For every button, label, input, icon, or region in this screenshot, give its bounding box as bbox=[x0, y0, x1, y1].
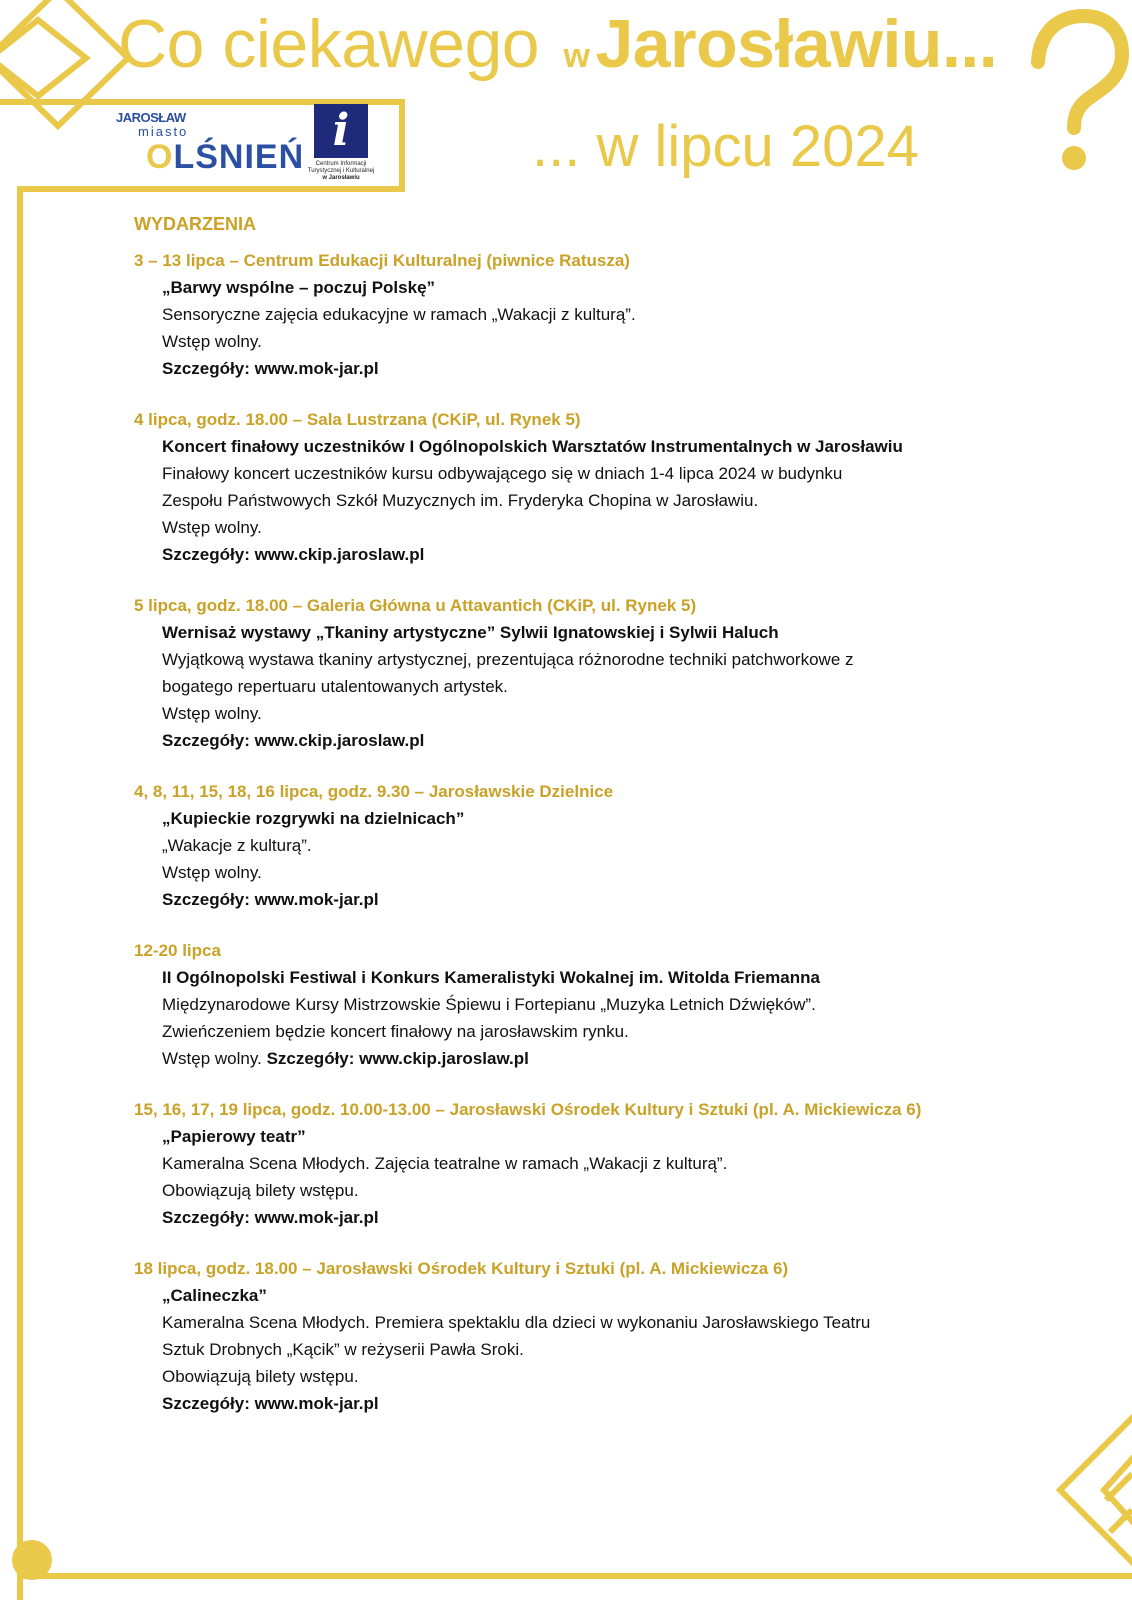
event-line-bold: Wernisaż wystawy „Tkaniny artystyczne” Sylwii Ignatowskiej i Sylwii Haluch bbox=[162, 623, 779, 642]
event-line: Finałowy koncert uczestników kursu odbywającego się w dniach 1-4 lipca 2024 w budynku bbox=[162, 464, 843, 483]
event-line-bold: Szczegóły: www.mok-jar.pl bbox=[162, 890, 379, 909]
event-line-bold: Szczegóły: www.mok-jar.pl bbox=[162, 1208, 379, 1227]
event-date: 4, 8, 11, 15, 18, 16 lipca, godz. 9.30 – Jarosławskie Dzielnice bbox=[134, 782, 614, 801]
event-date: 4 lipca, godz. 18.00 – Sala Lustrzana (CKiP, ul. Rynek 5) bbox=[134, 410, 581, 429]
event-line: Wyjątkową wystawa tkaniny artystycznej, prezentująca różnorodne techniki patchworkowe z bbox=[162, 650, 854, 669]
event-item bbox=[134, 1096, 1014, 1231]
event-line-bold: Szczegóły: www.mok-jar.pl bbox=[162, 359, 379, 378]
event-line-bold: „Papierowy teatr” bbox=[162, 1127, 306, 1146]
logo-jar-o: O bbox=[146, 138, 174, 176]
event-date: 15, 16, 17, 19 lipca, godz. 10.00-13.00 – Jarosławski Ośrodek Kultury i Sztuki (pl. A. Mickiewicza 6) bbox=[134, 1100, 922, 1119]
event-item bbox=[134, 592, 1014, 754]
event-body bbox=[134, 274, 1014, 382]
event-line: Wstęp wolny. bbox=[162, 332, 262, 351]
page-title bbox=[118, 6, 998, 82]
title-part2: w bbox=[563, 37, 590, 75]
event-item bbox=[134, 937, 1014, 1072]
event-line-bold: II Ogólnopolski Festiwal i Konkurs Kameralistyki Wokalnej im. Witolda Friemanna bbox=[162, 968, 820, 987]
events-list bbox=[134, 247, 1014, 1417]
event-line-bold: Szczegóły: www.ckip.jaroslaw.pl bbox=[162, 545, 425, 564]
title-part3: Jarosławiu... bbox=[595, 6, 998, 82]
tourist-info-logo bbox=[306, 104, 376, 186]
event-line: bogatego repertuaru utalentowanych artystek. bbox=[162, 677, 508, 696]
event-line: Sensoryczne zajęcia edukacyjne w ramach „Wakacji z kulturą”. bbox=[162, 305, 636, 324]
event-line-bold: Szczegóły: www.ckip.jaroslaw.pl bbox=[162, 731, 425, 750]
event-date: 12-20 lipca bbox=[134, 941, 221, 960]
question-mark-icon bbox=[1038, 16, 1122, 170]
event-date: 3 – 13 lipca – Centrum Edukacji Kulturalnej (piwnice Ratusza) bbox=[134, 251, 630, 270]
logo-jar-rest: LŚNIEŃ bbox=[173, 138, 305, 176]
event-line-bold: „Kupieckie rozgrywki na dzielnicach” bbox=[162, 809, 465, 828]
event-body bbox=[134, 1282, 1014, 1417]
info-logo-text3: w Jarosławiu bbox=[322, 175, 360, 181]
event-details-link: Szczegóły: www.ckip.jaroslaw.pl bbox=[266, 1049, 529, 1068]
info-logo-text1: Centrum Informacji bbox=[315, 161, 367, 167]
event-item bbox=[134, 406, 1014, 568]
event-body bbox=[134, 964, 1014, 1072]
event-date: 5 lipca, godz. 18.00 – Galeria Główna u Attavantich (CKiP, ul. Rynek 5) bbox=[134, 596, 697, 615]
event-line-bold: Koncert finałowy uczestników I Ogólnopolskich Warsztatów Instrumentalnych w Jarosławiu bbox=[162, 437, 903, 456]
event-body bbox=[134, 433, 1014, 568]
event-line: Wstęp wolny. bbox=[162, 518, 262, 537]
events-content bbox=[134, 214, 1014, 1441]
section-title: WYDARZENIA bbox=[134, 214, 256, 234]
event-line: Międzynarodowe Kursy Mistrzowskie Śpiewu i Fortepianu „Muzyka Letnich Dźwięków”. bbox=[162, 995, 816, 1014]
event-line: Wstęp wolny. bbox=[162, 704, 262, 723]
circle-ornament bbox=[12, 1540, 52, 1580]
event-item bbox=[134, 778, 1014, 913]
event-body bbox=[134, 1123, 1014, 1231]
diamond-outer-shape bbox=[0, 0, 128, 126]
event-line: Zespołu Państwowych Szkół Muzycznych im. Fryderyka Chopina w Jarosławiu. bbox=[162, 491, 759, 510]
event-line: Sztuk Drobnych „Kącik” w reżyserii Pawła Sroki. bbox=[162, 1340, 524, 1359]
diamond-br-outer-shape bbox=[1060, 1400, 1132, 1580]
page-subtitle: ... w lipcu 2024 bbox=[532, 114, 919, 179]
event-body bbox=[134, 805, 1014, 913]
event-line-bold: „Barwy wspólne – poczuj Polskę” bbox=[162, 278, 436, 297]
jaroslaw-logo bbox=[116, 108, 305, 178]
event-line-bold: „Calineczka” bbox=[162, 1286, 267, 1305]
logo-jar-line3 bbox=[146, 138, 304, 177]
event-item bbox=[134, 1255, 1014, 1417]
diamond-br-inner-shape bbox=[1104, 1450, 1132, 1530]
event-line: Obowiązują bilety wstępu. bbox=[162, 1367, 359, 1386]
event-body bbox=[134, 619, 1014, 754]
event-item bbox=[134, 247, 1014, 382]
event-line: Zwieńczeniem będzie koncert finałowy na jarosławskim rynku. bbox=[162, 1022, 629, 1041]
diamond-inner-shape bbox=[0, 20, 86, 96]
info-logo-text2: Turystycznej i Kulturalnej bbox=[307, 168, 375, 174]
event-line: Kameralna Scena Młodych. Zajęcia teatralne w ramach „Wakacji z kulturą”. bbox=[162, 1154, 728, 1173]
logo-jar-line1: JAROSŁAW bbox=[116, 110, 186, 125]
info-icon: i bbox=[314, 104, 368, 158]
event-line-bold: Szczegóły: www.mok-jar.pl bbox=[162, 1394, 379, 1413]
title-part1: Co ciekawego bbox=[118, 6, 540, 82]
logo-jar-line2: miasto bbox=[138, 124, 189, 139]
event-line: Wstęp wolny. Szczegóły: www.ckip.jaroslaw.pl bbox=[162, 1049, 529, 1068]
event-line: Obowiązują bilety wstępu. bbox=[162, 1181, 359, 1200]
event-date: 18 lipca, godz. 18.00 – Jarosławski Ośrodek Kultury i Sztuki (pl. A. Mickiewicza 6) bbox=[134, 1259, 789, 1278]
event-line: Kameralna Scena Młodych. Premiera spektaklu dla dzieci w wykonaniu Jarosławskiego Teatru bbox=[162, 1313, 871, 1332]
event-line: Wstęp wolny. bbox=[162, 863, 262, 882]
event-line: „Wakacje z kulturą”. bbox=[162, 836, 312, 855]
